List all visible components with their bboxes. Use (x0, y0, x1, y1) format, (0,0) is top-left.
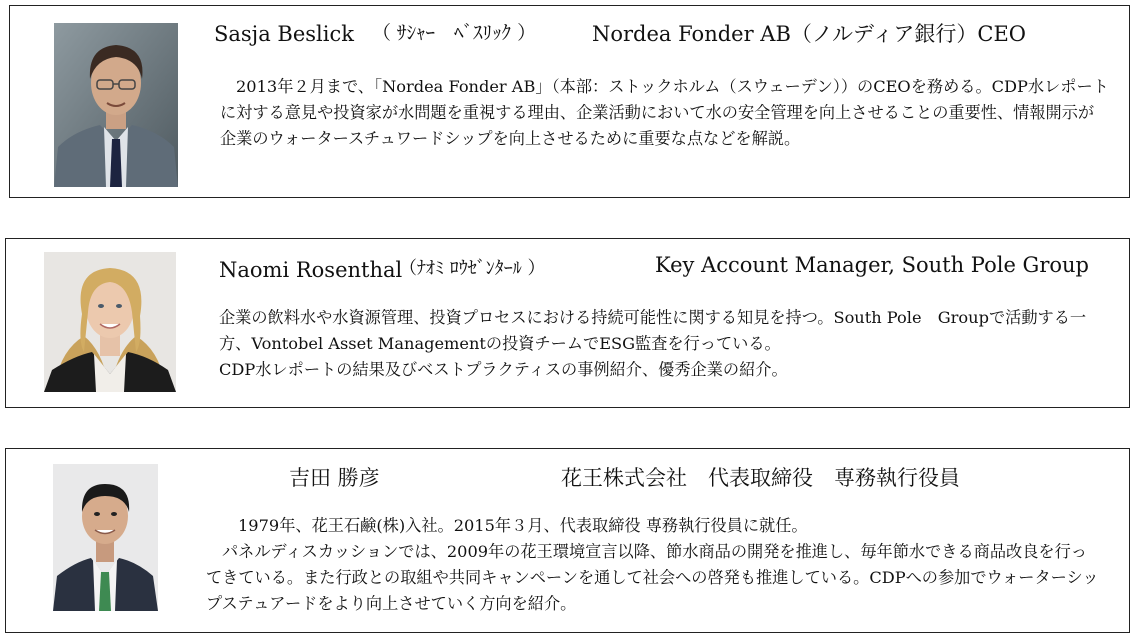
speaker-photo-yoshida (53, 464, 158, 611)
speaker-organization: Nordea Fonder AB（ノルディア銀行）CEO (592, 22, 1026, 46)
speaker-card-beslick (9, 5, 1130, 198)
speaker-card-yoshida (5, 448, 1130, 633)
speaker-bio (206, 513, 1101, 617)
speaker-bio (220, 74, 1110, 152)
speaker-photo-beslick (54, 23, 178, 187)
speaker-card-rosenthal (5, 238, 1130, 408)
speaker-organization: Key Account Manager, South Pole Group (655, 253, 1089, 277)
speaker-name-kana: （ﾅｵﾐ ﾛｳｾﾞﾝﾀｰﾙ ） (399, 258, 546, 279)
speaker-name: Naomi Rosenthal (219, 258, 403, 282)
speaker-photo-rosenthal (44, 252, 176, 392)
bio-paragraph: パネルディスカッションでは、2009年の花王環境宣言以降、節水商品の開発を推進し、毎年節水できる商品改良を行ってきている。また行政との取組や共同キャンペーンを通して社会への啓発も推進している。CDPへの参加でウォーターシップステュアードをより向上させていく方向を紹介。 (206, 542, 1099, 613)
bio-paragraph: 2013年２月まで、「Nordea Fonder AB」（本部：ストックホルム（スウェーデン））のCEOを務める。CDP水レポートに対する意見や投資家が水問題を重視する理由、企業活動において水の安全管理を向上させることの重要性、情報開示が企業のウォータースチュワードシップを向上させるために重要な点などを解説。 (220, 77, 1109, 148)
speaker-name: Sasja Beslick (214, 22, 354, 46)
bio-paragraph: 1979年、花王石鹸(株)入社。2015年３月、代表取締役 専務執行役員に就任。 (238, 516, 808, 535)
speaker-name: 吉田 勝彦 (289, 466, 380, 490)
speaker-bio (219, 305, 1109, 383)
bio-paragraph: CDP水レポートの結果及びベストプラクティスの事例紹介、優秀企業の紹介。 (219, 360, 788, 379)
speaker-organization: 花王株式会社 代表取締役 専務執行役員 (561, 466, 960, 490)
bio-paragraph: 企業の飲料水や水資源管理、投資プロセスにおける持続可能性に関する知見を持つ。South Pole Groupで活動する一方、Vontobel Asset Managementの投資チームでESG監査を行っている。 (219, 308, 1087, 353)
speaker-name-kana: （ ｻｼｬｰ ﾍﾞｽﾘｯｸ ） (372, 22, 537, 44)
